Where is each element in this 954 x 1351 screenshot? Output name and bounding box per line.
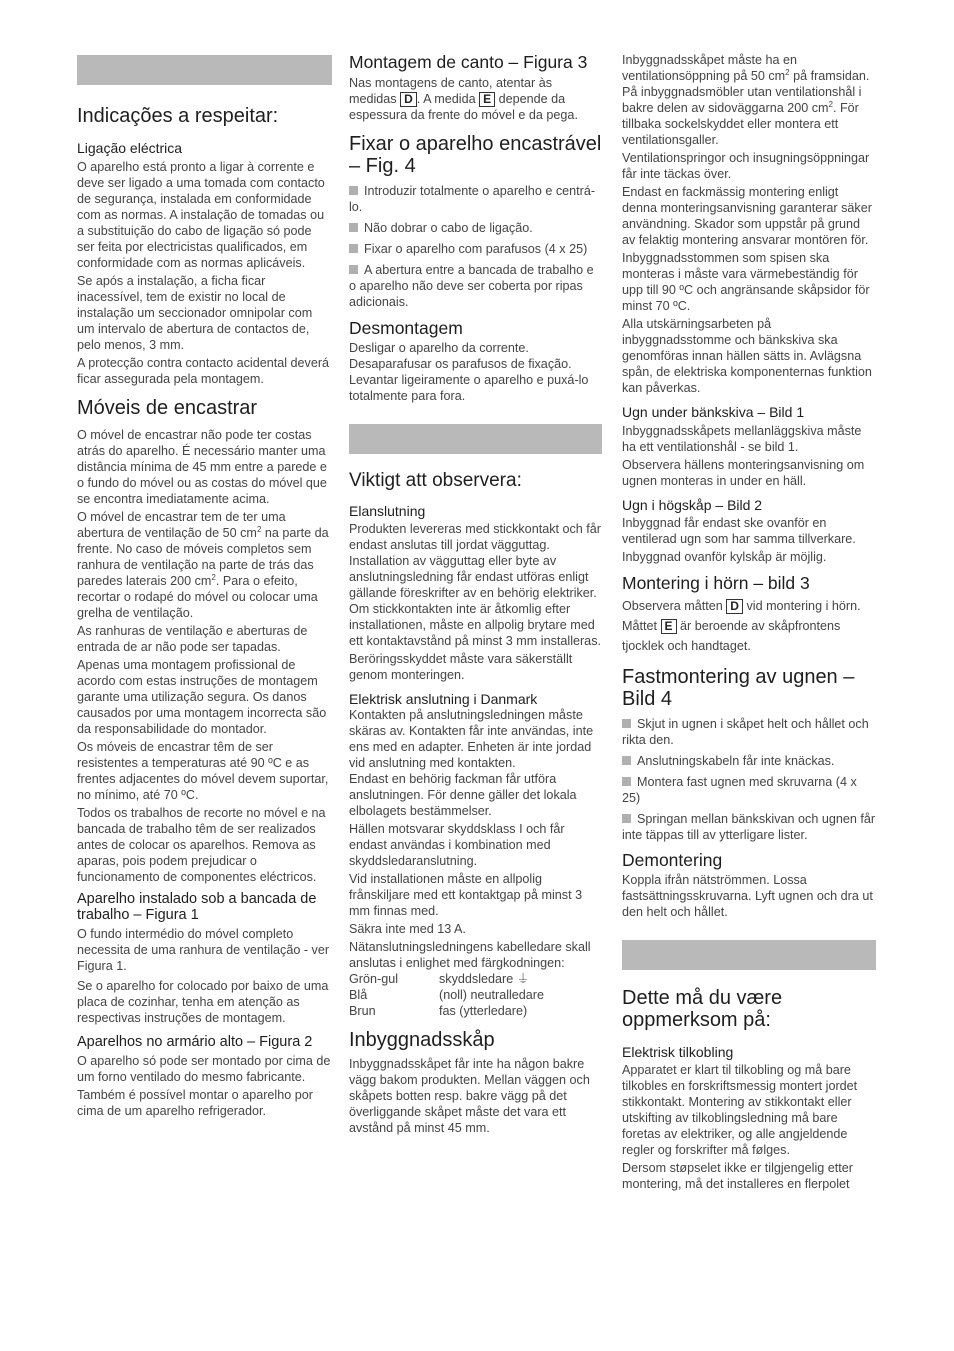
table-cell: Blå (349, 988, 368, 1002)
superscript: 2 (256, 524, 262, 534)
table-cell: (noll) neutralledare (439, 988, 545, 1002)
heading-desmontagem: Desmontagem (349, 318, 463, 338)
section-header-bar (349, 424, 602, 454)
paragraph: Om stickkontakten inte är åtkomlig efter installationen, måste en allpolig brytare med ett kontaktavstånd på minst 3 mm installeras. (349, 602, 601, 648)
paragraph: Observera hällens monteringsanvisning om ugnen monteras in under en häll. (622, 458, 865, 488)
paragraph: Kontakten på anslutningsledningen måste skäras av. Kontakten får inte användas, inte ens med en adapter. Enheten är inte jordad vid anslutning med kontakten. (349, 708, 594, 770)
heading-montagem-canto: Montagem de canto – Figura 3 (349, 52, 588, 72)
paragraph: Os móveis de encastrar têm de ser resistentes a temperaturas até 90 ºC e as frentes adjacentes do móvel devem suportar, no mínimo, até 70 ºC. (77, 740, 329, 802)
text: . För tillbaka sockelskyddet eller montera ett ventilationsgaller. (622, 101, 859, 147)
superscript: 2 (211, 572, 216, 582)
heading-viktigt: Viktigt att observera: (349, 470, 522, 491)
superscript: 2 (828, 99, 833, 109)
table-row (349, 987, 544, 1003)
paragraph: Endast en fackmässig montering enligt denna monteringsanvisning garanterar säker användning. Skador som uppstår på grund av felaktig montering ansvarar montören för. (622, 185, 872, 247)
bullet-item: Montera fast ugnen med skruvarna (4 x 25) (622, 774, 876, 806)
heading-hogskap: Ugn i högskåp – Bild 2 (622, 497, 763, 513)
paragraph: Koppla ifrån nätströmmen. Lossa fastsättningsskruvarna. Lyft ugnen och dra ut den helt och hållet. (622, 873, 873, 919)
heading-elanslutning: Elanslutning (349, 503, 426, 519)
table-row (349, 971, 544, 987)
text: vid montering i hörn. Måttet (622, 599, 861, 633)
heading-sob-bancada: Aparelho instalado sob a bancada de trabalho – Figura 1 (77, 891, 317, 923)
heading-fastmontering: Fastmontering av ugnen – Bild 4 (622, 666, 855, 710)
text: Inbyggnadsskåpet måste ha en ventilationsöppning på 50 cm (622, 53, 798, 83)
paragraph (77, 509, 332, 621)
paragraph (622, 596, 876, 656)
text: Nas montagens de canto, atentar às medidas (349, 76, 553, 106)
table-cell: Grön-gul (349, 972, 398, 986)
text: na parte da frente. No caso de móveis completos sem ranhura de ventilação na parte de trás das paredes laterais 200 cm (77, 526, 329, 588)
paragraph: Inbyggnad ovanför kylskåp är möjlig. (622, 550, 827, 564)
paragraph: Hällen motsvarar skyddsklass I och får endast användas i kombination med skyddsledaranslutning. (349, 822, 565, 868)
text: depende da espessura da frente do móvel e da pega. (349, 92, 578, 122)
text: är beroende av skåpfrontens tjocklek och handtaget. (622, 619, 841, 653)
bullet-item: A abertura entre a bancada de trabalho e o aparelho não deve ser coberta por ripas adicionais. (349, 262, 602, 310)
bullet-item: Não dobrar o cabo de ligação. (349, 220, 602, 236)
heading-armario-alto: Aparelhos no armário alto – Figura 2 (77, 1034, 313, 1050)
heading-dette: Dette må du være oppmerksom på: (622, 987, 783, 1031)
heading-demontering: Demontering (622, 850, 723, 870)
paragraph: Alla utskärningsarbeten på inbyggnadsstomme och bänkskiva ska genomföras innan hällen sätts in. Avlägsna spån, de elektriska komponenternas funktion kan påverkas. (622, 317, 872, 395)
paragraph: Apenas uma montagem profissional de acordo com estas instruções de montagem garante uma utilização segura. Os danos causados por uma montagem incorrecta são da responsabilidade do montador. (77, 658, 327, 736)
column-middle (349, 52, 602, 1136)
paragraph: Se após a instalação, a ficha ficar inacessível, tem de existir no local de instalação um seccionador omnipolar com um intervalo de abertura de contactos de, pelo menos, 3 mm. (77, 274, 313, 352)
paragraph: Dersom støpselet ikke er tilgjengelig etter montering, må det installeres en flerpolet (622, 1161, 853, 1191)
color-code-table (349, 971, 544, 1019)
superscript: 2 (785, 67, 790, 77)
heading-indicacoes: Indicações a respeitar: (77, 105, 279, 127)
text: på framsidan. På inbyggnadsmöbler utan ventilationshål i bakre delen av sidoväggarna 200 cm (622, 69, 870, 115)
heading-inbyggnadsskap: Inbyggnadsskåp (349, 1029, 495, 1051)
heading-tilkobling: Elektrisk tilkobling (622, 1044, 734, 1060)
text: Observera måtten (622, 599, 723, 613)
text: . A medida (416, 92, 476, 106)
paragraph: Endast en behörig fackman får utföra anslutningen. För denne gäller det lokala elbolagets bestämmelser. (349, 772, 577, 818)
table-cell: fas (ytterledare) (439, 1004, 528, 1018)
table-cell: skyddsledare ⏚ (439, 972, 530, 986)
column-portuguese (77, 52, 332, 1119)
table-cell: Brun (349, 1004, 376, 1018)
bullet-item: Anslutningskabeln får inte knäckas. (622, 753, 876, 769)
paragraph: Säkra inte med 13 A. (349, 922, 466, 936)
heading-ugn-under: Ugn under bänkskiva – Bild 1 (622, 404, 805, 420)
bullet-item: Introduzir totalmente o aparelho e centrá-lo. (349, 183, 602, 215)
paragraph (622, 52, 876, 148)
paragraph: Nätanslutningsledningens kabelledare skall anslutas i enlighet med färgkodningen: (349, 940, 591, 970)
paragraph (349, 75, 602, 123)
bullet-item: Fixar o aparelho com parafusos (4 x 25) (349, 241, 602, 257)
paragraph: Inbyggnad får endast ske ovanför en ventilerad ugn som har samma tillverkare. (622, 516, 856, 546)
heading-danmark: Elektrisk anslutning i Danmark (349, 691, 538, 707)
paragraph: Se o aparelho for colocado por baixo de uma placa de cozinhar, tenha em atenção as respectivas instruções de montagem. (77, 979, 329, 1025)
section-header-bar (77, 55, 332, 85)
heading-moveis: Móveis de encastrar (77, 397, 258, 419)
paragraph: O fundo intermédio do móvel completo necessita de uma ranhura de ventilação - ver Figura 1. (77, 927, 330, 973)
paragraph: O aparelho só pode ser montado por cima de um forno ventilado do mesmo fabricante. (77, 1054, 331, 1084)
text: . Para o efeito, recortar o rodapé do móvel ou colocar uma grelha de ventilação. (77, 574, 318, 620)
bullet-item: Skjut in ugnen i skåpet helt och hållet och rikta den. (622, 716, 876, 748)
paragraph: Ventilationspringor och insugningsöppningar får inte täckas över. (622, 151, 870, 181)
table-row (349, 1003, 544, 1019)
paragraph: As ranhuras de ventilação e aberturas de entrada de ar não pode ser tapadas. (77, 624, 308, 654)
paragraph: Desligar o aparelho da corrente. Desaparafusar os parafusos de fixação. Levantar ligeiramente o aparelho e puxá-lo totalmente para fora. (349, 341, 589, 403)
paragraph: Beröringsskyddet måste vara säkerställt genom monteringen. (349, 652, 573, 682)
paragraph: A protecção contra contacto acidental deverá ficar assegurada pela montagem. (77, 356, 330, 386)
column-right (622, 52, 876, 1192)
paragraph: Inbyggnadsskåpets mellanläggskiva måste ha ett ventilationshål - se bild 1. (622, 424, 862, 454)
paragraph: Produkten levereras med stickkontakt och får endast anslutas till jordat vägguttag. Installation av vägguttag eller byte av anslutningsledning får endast utföras enligt gällande föreskrifter av en behörig elektriker. (349, 522, 601, 600)
dimension-e-label: E (479, 92, 495, 107)
paragraph: Todos os trabalhos de recorte no móvel e na bancada de trabalho têm de ser realizados antes de colocar os aparelhos. Remova as aparas, pois podem prejudicar o funcionamento de componentes eléctricos. (77, 806, 326, 884)
paragraph: Apparatet er klart til tilkobling og må bare tilkobles en forskriftsmessig montert jordet stikkontakt. Montering av stikkontakt eller utskifting av tilkoblingsledning må bare foretas av elektriker, og alle angjeldende regler og forskrifter må følges. (622, 1063, 858, 1157)
heading-ligacao: Ligação eléctrica (77, 140, 183, 156)
paragraph: Também é possível montar o aparelho por cima de um aparelho refrigerador. (77, 1088, 313, 1118)
paragraph: O móvel de encastrar não pode ter costas atrás do aparelho. É necessário manter uma distância mínima de 45 mm entre a parede e o fundo do móvel ou as costas do móvel que se encontra imediatamente acima. (77, 428, 327, 506)
bullet-item: Springan mellan bänkskivan och ugnen får inte täppas till av ytterligare lister. (622, 812, 876, 842)
heading-horn: Montering i hörn – bild 3 (622, 573, 810, 593)
dimension-d-label: D (400, 92, 417, 107)
paragraph: Vid installationen måste en allpolig frånskiljare med ett kontaktgap på minst 3 mm finnas med. (349, 872, 583, 918)
section-header-bar (622, 940, 876, 970)
paragraph: Inbyggnadsskåpet får inte ha någon bakre vägg bakom produkten. Mellan väggen och skåpets botten resp. bakre vägg på det överliggande skåpet måste det vara ett avstånd på minst 45 mm. (349, 1057, 590, 1135)
text: O móvel de encastrar tem de ter uma abertura de ventilação de 50 cm (77, 510, 286, 540)
paragraph: Inbyggnadsstommen som spisen ska monteras i måste vara värmebeständig för upp till 90 ºC och angränsande skåpsidor för minst 70 ºC. (622, 251, 870, 313)
paragraph: O aparelho está pronto a ligar à corrente e deve ser ligado a uma tomada com contacto de segurança, instalada em conformidade com as normas. A instalação de tomadas ou a substituição do cabo de ligação só pode ser feita por electricistas qualificados, em conformidade com as normas aplicáveis. (77, 160, 325, 270)
dimension-e-label: E (661, 619, 677, 634)
dimension-d-label: D (726, 599, 743, 614)
heading-fixar: Fixar o aparelho encastrável – Fig. 4 (349, 133, 602, 177)
